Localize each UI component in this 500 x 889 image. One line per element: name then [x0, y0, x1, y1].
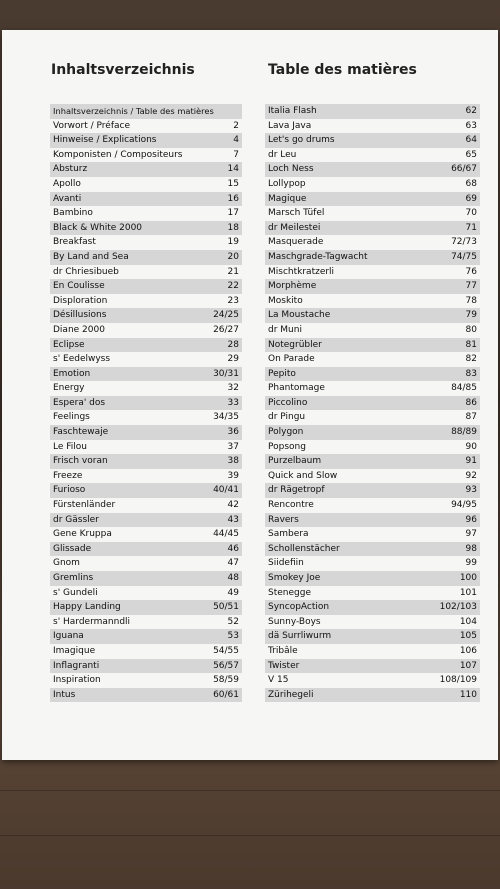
toc-entry-title: Schollenstächer [268, 543, 340, 554]
toc-entry-title: Twister [268, 660, 300, 671]
toc-entry-page: 52 [227, 616, 239, 627]
toc-entry-title: dr Meilestei [268, 222, 321, 233]
toc-entry [265, 629, 480, 644]
toc-entry-title: Absturz [53, 164, 88, 175]
toc-entry-title: Purzelbaum [268, 456, 322, 467]
toc-entry [265, 381, 480, 396]
toc-entry [50, 177, 242, 192]
toc-entry-page: 34/35 [213, 412, 239, 423]
toc-entry-page: 30/31 [213, 368, 239, 379]
title-left: Inhaltsverzeichnis [51, 62, 195, 78]
toc-entry-title: dr Chriesibueb [53, 266, 119, 277]
toc-entry-page: 83 [465, 368, 477, 379]
toc-entry-title: Italia Flash [268, 106, 317, 116]
toc-entry-page: 63 [465, 120, 477, 131]
toc-entry-title: Imagique [53, 645, 96, 656]
toc-entry-title: Le Filou [53, 441, 87, 452]
toc-entry [50, 294, 242, 309]
toc-entry-title: La Moustache [268, 310, 331, 321]
toc-entry-page: 81 [465, 339, 477, 350]
toc-entry-page: 21 [227, 266, 239, 277]
toc-entry [265, 644, 480, 659]
toc-entry-page: 48 [227, 573, 239, 583]
toc-entry [265, 600, 480, 615]
toc-entry-page: 29 [227, 354, 239, 365]
toc-entry-title: Phantomage [268, 383, 325, 394]
toc-entry [50, 498, 242, 513]
toc-entry-page: 19 [227, 237, 239, 248]
toc-entry-title: En Coulisse [53, 281, 105, 292]
toc-entry-title: Iguana [53, 631, 84, 642]
toc-entry-title: Inhaltsverzeichnis / Table des matières [53, 106, 214, 116]
toc-entry-page: 44/45 [213, 529, 239, 540]
toc-entry-page: 40/41 [213, 485, 239, 496]
toc-entry-page: 65 [465, 149, 477, 160]
toc-entry-title: Piccolino [268, 397, 308, 408]
toc-entry-page: 32 [227, 383, 239, 394]
toc-entry-page: 58/59 [213, 675, 239, 686]
toc-entry-page: 110 [459, 689, 477, 700]
toc-entry [265, 396, 480, 411]
toc-entry-page: 106 [459, 645, 477, 656]
toc-entry-title: Masquerade [268, 237, 324, 248]
toc-entry-title: Polygon [268, 427, 304, 438]
toc-entry-title: Hinweise / Explications [53, 135, 157, 146]
toc-entry-title: Avanti [53, 193, 82, 204]
toc-entry-page: 20 [227, 251, 239, 262]
toc-entry-title: Gene Kruppa [53, 529, 112, 540]
toc-entry [50, 308, 242, 323]
toc-entry [50, 148, 242, 163]
toc-entry-title: Gnom [53, 558, 80, 569]
toc-entry-title: Apollo [53, 178, 81, 189]
toc-entry-title: Komponisten / Compositeurs [53, 149, 183, 160]
toc-entry-page: 54/55 [213, 645, 239, 656]
toc-entry-title: Smokey Joe [268, 573, 321, 583]
toc-entry-title: Maschgrade-Tagwacht [268, 251, 368, 262]
toc-entry-page: 108/109 [439, 675, 477, 686]
toc-entry [50, 440, 242, 455]
toc-entry-page: 97 [465, 529, 477, 540]
toc-entry [265, 235, 480, 250]
toc-entry [265, 192, 480, 207]
toc-entry-title: Frisch voran [53, 456, 108, 467]
toc-entry [50, 104, 242, 119]
toc-entry [50, 571, 242, 586]
toc-entry [265, 177, 480, 192]
toc-entry-page: 43 [227, 514, 239, 525]
toc-entry-title: dr Gässler [53, 514, 99, 525]
toc-entry-title: Pepito [268, 368, 296, 379]
toc-entry-page: 24/25 [213, 310, 239, 321]
toc-entry-title: Inspiration [53, 675, 101, 686]
toc-entry-page: 64 [465, 135, 477, 146]
toc-entry-page: 4 [233, 135, 239, 146]
toc-entry [50, 133, 242, 148]
toc-entry [50, 688, 242, 703]
toc-entry [265, 673, 480, 688]
toc-entry-title: Happy Landing [53, 602, 121, 613]
toc-entry [50, 629, 242, 644]
toc-entry [265, 571, 480, 586]
toc-entry-page: 104 [459, 616, 477, 627]
toc-entry [265, 425, 480, 440]
wood-grain [0, 790, 500, 791]
toc-entry-page: 96 [465, 514, 477, 525]
toc-entry-page: 100 [459, 573, 477, 583]
toc-entry-title: Energy [53, 383, 85, 394]
toc-entry-title: s' Gundeli [53, 587, 98, 598]
toc-entry [50, 235, 242, 250]
toc-entry-title: SyncopAction [268, 602, 330, 613]
toc-entry [265, 513, 480, 528]
toc-entry-page: 77 [465, 281, 477, 292]
toc-entry-page: 74/75 [451, 251, 477, 262]
toc-entry-title: Siidefiin [268, 558, 304, 569]
toc-entry [50, 162, 242, 177]
toc-entry-page: 98 [465, 543, 477, 554]
toc-entry-page: 80 [465, 324, 477, 335]
toc-entry [50, 192, 242, 207]
toc-entry [265, 221, 480, 236]
toc-entry-title: Marsch Tüfel [268, 208, 325, 219]
toc-entry-page: 2 [233, 120, 239, 131]
toc-entry-page: 79 [465, 310, 477, 321]
wood-grain [0, 835, 500, 836]
toc-entry-page: 22 [227, 281, 239, 292]
toc-entry-page: 70 [465, 208, 477, 219]
toc-entry-page: 88/89 [451, 427, 477, 438]
toc-entry-title: Désillusions [53, 310, 107, 321]
toc-entry-page: 105 [459, 631, 477, 642]
toc-entry-page: 94/95 [451, 500, 477, 511]
toc-entry-title: Quick and Slow [268, 470, 338, 481]
toc-entry-page: 38 [227, 456, 239, 467]
toc-entry-page: 17 [227, 208, 239, 219]
toc-entry [50, 556, 242, 571]
toc-entry [50, 396, 242, 411]
toc-entry-page: 36 [227, 427, 239, 438]
toc-entry-title: dr Pingu [268, 412, 306, 423]
toc-entry [265, 586, 480, 601]
toc-entry-page: 101 [459, 587, 477, 598]
toc-entry-page: 18 [227, 222, 239, 233]
toc-entry [265, 133, 480, 148]
toc-entry-title: Mischtkratzerli [268, 266, 335, 277]
toc-entry [265, 148, 480, 163]
toc-entry [265, 279, 480, 294]
toc-left-column [50, 104, 242, 702]
toc-entry [50, 586, 242, 601]
toc-entry-page: 68 [465, 178, 477, 189]
toc-entry [265, 527, 480, 542]
toc-entry-title: By Land and Sea [53, 251, 129, 262]
toc-entry [50, 410, 242, 425]
toc-entry-title: On Parade [268, 354, 315, 365]
toc-entry [265, 688, 480, 703]
toc-entry-title: Breakfast [53, 237, 96, 248]
toc-entry [265, 615, 480, 630]
toc-entry-title: Sambera [268, 529, 309, 540]
toc-entry-title: Intus [53, 689, 76, 700]
toc-entry-title: dä Surrliwurm [268, 631, 332, 642]
toc-entry [265, 294, 480, 309]
toc-entry-page: 102/103 [439, 602, 477, 613]
toc-entry [265, 483, 480, 498]
toc-entry [50, 469, 242, 484]
toc-entry [265, 162, 480, 177]
toc-entry [265, 440, 480, 455]
toc-entry-title: dr Muni [268, 324, 302, 335]
toc-entry-page: 71 [465, 222, 477, 233]
toc-entry [50, 542, 242, 557]
toc-entry-page: 56/57 [213, 660, 239, 671]
toc-entry [50, 454, 242, 469]
toc-entry-page: 37 [227, 441, 239, 452]
toc-entry [50, 250, 242, 265]
toc-entry-page: 33 [227, 397, 239, 408]
toc-entry-page: 76 [465, 266, 477, 277]
toc-entry-page: 72/73 [451, 237, 477, 248]
toc-entry [265, 352, 480, 367]
toc-entry [50, 206, 242, 221]
toc-entry-title: s' Hardermanndli [53, 616, 131, 627]
toc-entry [265, 556, 480, 571]
toc-entry [50, 381, 242, 396]
toc-entry-page: 90 [465, 441, 477, 452]
toc-entry-title: Diane 2000 [53, 324, 105, 335]
toc-entry-title: Glissade [53, 543, 92, 554]
toc-entry-title: Espera' dos [53, 397, 106, 408]
toc-entry-page: 28 [227, 339, 239, 350]
toc-entry-title: Fürstenländer [53, 500, 116, 511]
toc-entry [265, 542, 480, 557]
document-page [2, 30, 498, 760]
toc-entry [265, 206, 480, 221]
toc-entry-page: 87 [465, 412, 477, 423]
toc-entry-page: 78 [465, 295, 477, 306]
toc-entry [265, 454, 480, 469]
toc-entry [265, 367, 480, 382]
toc-entry [50, 659, 242, 674]
toc-entry-page: 7 [233, 149, 239, 160]
toc-entry-title: Ravers [268, 514, 299, 525]
toc-entry-title: Freeze [53, 470, 83, 481]
toc-entry [265, 410, 480, 425]
toc-entry-page: 82 [465, 354, 477, 365]
toc-entry-page: 93 [465, 485, 477, 496]
toc-entry-page: 92 [465, 470, 477, 481]
toc-entry-page: 47 [227, 558, 239, 569]
toc-entry-title: V 15 [268, 675, 289, 686]
toc-entry-title: s' Eedelwyss [53, 354, 111, 365]
toc-entry-title: Sunny-Boys [268, 616, 321, 627]
toc-entry-title: Magique [268, 193, 307, 204]
toc-entry-page: 53 [227, 631, 239, 642]
toc-entry-title: Let's go drums [268, 135, 335, 146]
toc-entry-title: dr Rägetropf [268, 485, 325, 496]
toc-entry-page: 84/85 [451, 383, 477, 394]
toc-entry-title: Emotion [53, 368, 91, 379]
toc-entry [50, 527, 242, 542]
toc-entry-title: Lollypop [268, 178, 306, 189]
toc-entry-title: Loch Ness [268, 164, 314, 175]
toc-entry-title: dr Leu [268, 149, 297, 160]
toc-entry-title: Eclipse [53, 339, 85, 350]
toc-entry-page: 107 [459, 660, 477, 671]
toc-entry-page: 86 [465, 397, 477, 408]
toc-entry [50, 483, 242, 498]
toc-entry [265, 265, 480, 280]
toc-entry-page: 91 [465, 456, 477, 467]
toc-right-column [265, 104, 480, 702]
toc-entry-page: 60/61 [213, 689, 239, 700]
toc-entry-page: 42 [227, 500, 239, 511]
toc-entry-title: Inflagranti [53, 660, 100, 671]
toc-entry-page: 69 [465, 193, 477, 204]
toc-entry-page: 49 [227, 587, 239, 598]
toc-entry [50, 644, 242, 659]
toc-entry-page: 23 [227, 295, 239, 306]
toc-entry [50, 265, 242, 280]
toc-entry [50, 323, 242, 338]
toc-entry-title: Popsong [268, 441, 306, 452]
toc-entry [50, 425, 242, 440]
toc-entry [265, 323, 480, 338]
toc-entry-page: 66/67 [451, 164, 477, 175]
toc-entry [265, 338, 480, 353]
toc-entry-title: Notegrübler [268, 339, 322, 350]
toc-entry-title: Furioso [53, 485, 86, 496]
toc-entry [50, 615, 242, 630]
title-right: Table des matières [268, 62, 417, 78]
toc-entry [50, 513, 242, 528]
toc-entry-page: 50/51 [213, 602, 239, 613]
toc-entry-title: Gremlins [53, 573, 94, 583]
toc-entry-title: Tribâle [268, 645, 298, 656]
toc-entry-page: 46 [227, 543, 239, 554]
toc-entry [50, 221, 242, 236]
toc-entry-title: Feelings [53, 412, 90, 423]
toc-entry-title: Disploration [53, 295, 108, 306]
toc-entry [50, 673, 242, 688]
toc-entry [265, 119, 480, 134]
toc-entry-page: 16 [227, 193, 239, 204]
toc-entry-page: 62 [465, 106, 477, 116]
toc-entry [265, 250, 480, 265]
toc-entry-title: Bambino [53, 208, 93, 219]
toc-entry-title: Rencontre [268, 500, 314, 511]
toc-entry-page: 26/27 [213, 324, 239, 335]
toc-entry [50, 338, 242, 353]
toc-entry [265, 498, 480, 513]
toc-entry [50, 279, 242, 294]
toc-entry [50, 119, 242, 134]
toc-entry [50, 600, 242, 615]
toc-entry-title: Morphème [268, 281, 317, 292]
toc-entry [265, 659, 480, 674]
toc-entry-page: 15 [227, 178, 239, 189]
toc-entry-title: Moskito [268, 295, 303, 306]
toc-entry-page: 14 [227, 164, 239, 175]
toc-entry-page: 39 [227, 470, 239, 481]
toc-entry [265, 469, 480, 484]
toc-entry-title: Zürihegeli [268, 689, 314, 700]
toc-entry-page: 99 [465, 558, 477, 569]
toc-entry-title: Faschtewaje [53, 427, 109, 438]
toc-entry-title: Vorwort / Préface [53, 120, 130, 131]
toc-entry-title: Black & White 2000 [53, 222, 143, 233]
toc-entry-title: Stenegge [268, 587, 311, 598]
toc-entry [50, 367, 242, 382]
toc-entry [265, 104, 480, 119]
toc-entry [50, 352, 242, 367]
toc-entry [265, 308, 480, 323]
toc-entry-title: Lava Java [268, 120, 312, 131]
